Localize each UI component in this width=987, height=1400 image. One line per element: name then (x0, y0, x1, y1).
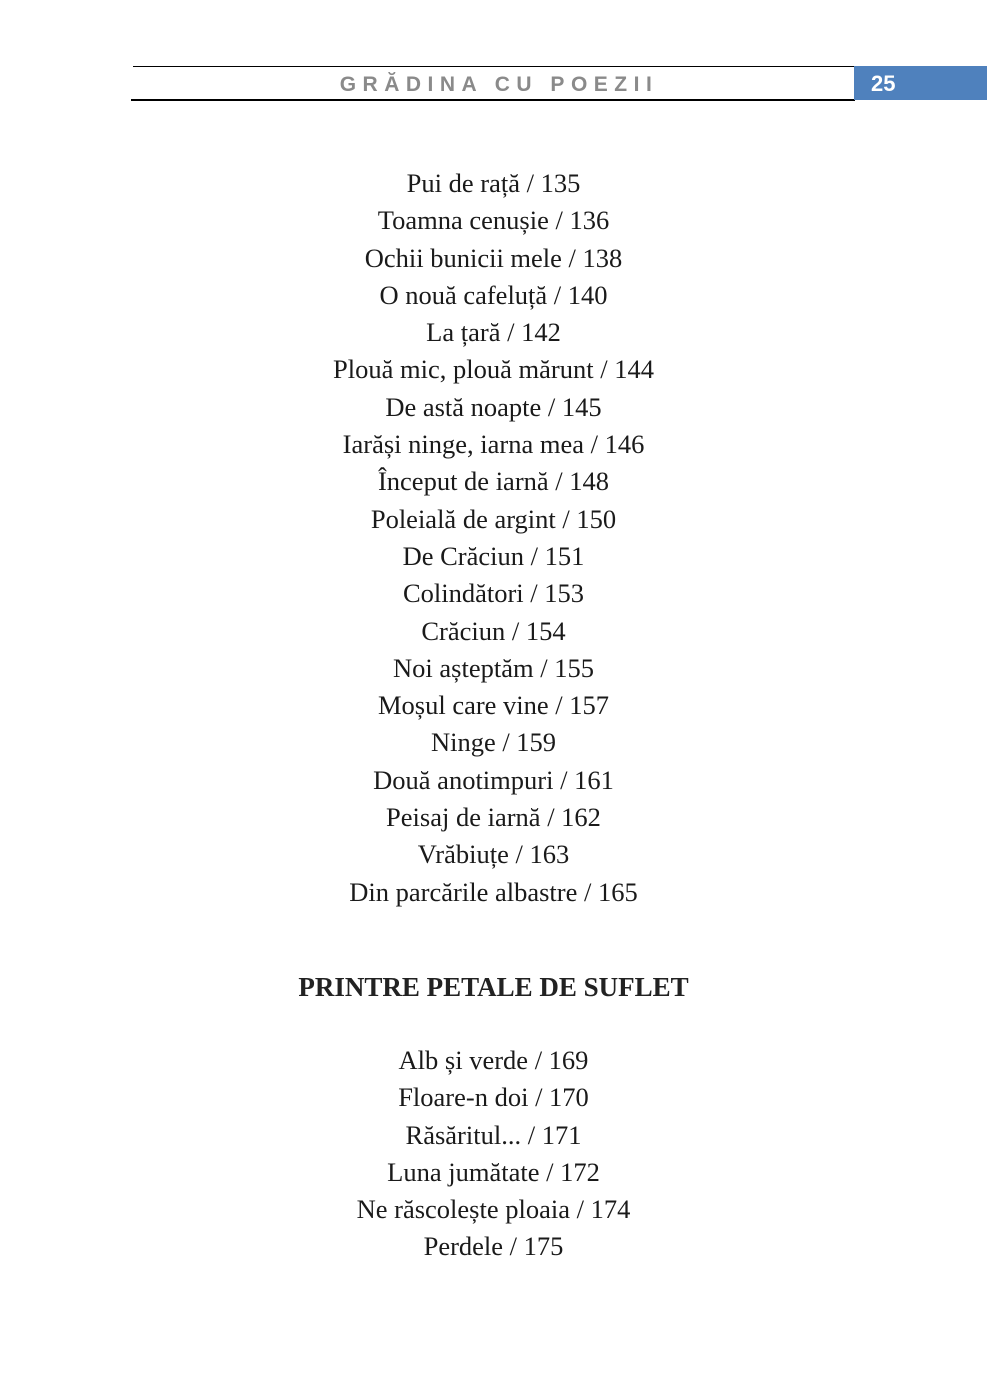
toc-entry: Perdele / 175 (423, 1231, 564, 1262)
toc-entry: Floare-n doi / 170 (398, 1082, 589, 1113)
toc-entry: Poleială de argint / 150 (370, 503, 617, 534)
toc-entry: Ochii bunicii mele / 138 (364, 242, 623, 273)
running-title: GRĂDINA CU POEZII (339, 73, 659, 96)
toc-entry: Luna jumătate / 172 (387, 1156, 600, 1187)
toc-entry: Ninge / 159 (430, 727, 557, 758)
toc-list-section (0, 1042, 987, 1266)
toc-entry: Pui de rață / 135 (406, 168, 581, 198)
section-heading: PRINTRE PETALE DE SUFLET (298, 972, 689, 1002)
toc-entry: Alb și verde / 169 (398, 1045, 589, 1075)
toc-entry: Plouă mic, plouă mărunt / 144 (333, 354, 654, 385)
toc-entry: De Crăciun / 151 (402, 540, 585, 571)
toc-entry: Din parcările albastre / 165 (349, 876, 638, 907)
toc-entry: Peisaj de iarnă / 162 (386, 802, 601, 833)
toc-entry: Iarăși ninge, iarna mea / 146 (342, 429, 645, 460)
toc-entry: Crăciun / 154 (421, 615, 566, 646)
toc-entry: Două anotimpuri / 161 (373, 764, 614, 795)
header-rule-top (133, 66, 855, 67)
page-number: 25 (854, 66, 987, 100)
toc-entry: Vrăbiuțe / 163 (417, 839, 570, 870)
toc-entry: La țară / 142 (426, 317, 561, 348)
toc-entry: Moșul care vine / 157 (377, 690, 610, 721)
toc-entry: Început de iarnă / 148 (377, 466, 610, 497)
toc-entry: Răsăritul... / 171 (405, 1119, 582, 1150)
toc-list (0, 165, 987, 911)
toc-entry: Colindători / 153 (402, 578, 585, 609)
toc-entry: O nouă cafeluță / 140 (379, 279, 608, 310)
toc-entry: Noi așteptăm / 155 (393, 652, 594, 683)
toc-entry: De astă noapte / 145 (385, 391, 602, 422)
toc-entry: Ne răscolește ploaia / 174 (356, 1194, 631, 1225)
toc-entry: Toamna cenușie / 136 (377, 205, 610, 236)
